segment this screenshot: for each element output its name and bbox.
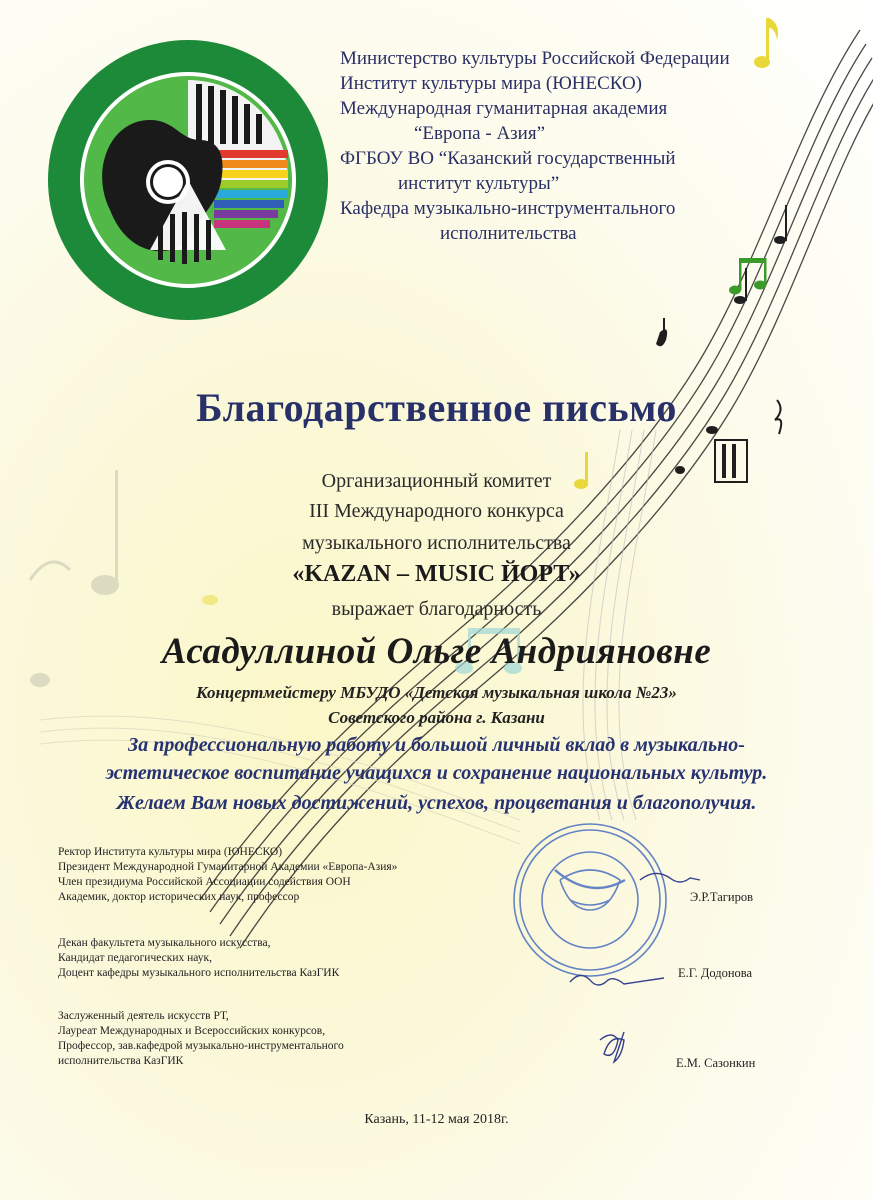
expresses-gratitude: выражает благодарность xyxy=(331,598,542,620)
signatory-3-title-4: исполнительства КазГИК xyxy=(58,1055,184,1067)
music-notes xyxy=(656,205,787,482)
signatory-1-title-1: Ректор Института культуры мира (ЮНЕСКО) xyxy=(58,846,283,858)
signatory-3-title-1: Заслуженный деятель искусств РТ, xyxy=(58,1010,229,1022)
merit-line-3: Желаем Вам новых достижений, успехов, процветания и благополучия. xyxy=(116,792,757,814)
header-line-ministry: Министерство культуры Российской Федерации xyxy=(340,48,730,69)
contest-name: «KAZAN – MUSIC ЙОРТ» xyxy=(292,561,581,587)
signatory-1-title-3: Член президиума Российской Ассоциации содействия ООН xyxy=(58,876,351,888)
signatory-2-title-1: Декан факультета музыкального искусства, xyxy=(58,937,271,949)
contest-logo xyxy=(48,40,328,333)
signatory-1-name: Э.Р.Тагиров xyxy=(690,890,753,904)
header-line-academy: Международная гуманитарная академия xyxy=(340,98,668,119)
organizer-line-1: Организационный комитет xyxy=(321,470,552,492)
place-and-date: Казань, 11-12 мая 2018г. xyxy=(364,1112,509,1127)
header-line-institute: Институт культуры мира (ЮНЕСКО) xyxy=(340,73,642,94)
header-line-university-2: институт культуры” xyxy=(398,173,560,194)
signatory-3-name: Е.М. Сазонкин xyxy=(676,1056,756,1070)
header-line-university: ФГБОУ ВО “Казанский государственный xyxy=(340,148,676,169)
signatory-1-title-4: Академик, доктор исторических наук, профессор xyxy=(58,891,300,903)
signatory-2-title-2: Кандидат педагогических наук, xyxy=(58,952,212,964)
signatory-2-title-3: Доцент кафедры музыкального исполнительства КазГИК xyxy=(58,967,340,979)
document-title: Благодарственное письмо xyxy=(196,385,677,430)
recipient-position-1: Концертмейстеру МБУДО «Детская музыкальная школа №23» xyxy=(196,683,677,702)
merit-line-2: эстетическое воспитание учащихся и сохранение национальных культур. xyxy=(105,762,768,784)
header-line-europe-asia: “Европа - Азия” xyxy=(414,123,546,144)
merit-line-1: За профессиональную работу и большой личный вклад в музыкально- xyxy=(128,734,745,756)
signatory-3-title-2: Лауреат Международных и Всероссийских конкурсов, xyxy=(58,1025,326,1037)
header-line-department: Кафедра музыкально-инструментального xyxy=(340,198,676,219)
organizer-line-2: III Международного конкурса xyxy=(309,500,564,522)
organizer-line-3: музыкального исполнительства xyxy=(302,532,571,554)
official-stamp xyxy=(514,824,666,976)
recipient-position-2: Советского района г. Казани xyxy=(328,708,545,727)
signatory-2-name: Е.Г. Додонова xyxy=(678,966,753,980)
green-note xyxy=(729,258,767,295)
recipient-name: Асадуллиной Ольге Андрияновне xyxy=(161,631,712,672)
header-line-department-2: исполнительства xyxy=(440,223,577,244)
signatory-3-title-3: Профессор, зав.кафедрой музыкально-инструментального xyxy=(58,1040,344,1052)
signatory-1-title-2: Президент Международной Гуманитарной Академии «Европа-Азия» xyxy=(58,861,398,873)
